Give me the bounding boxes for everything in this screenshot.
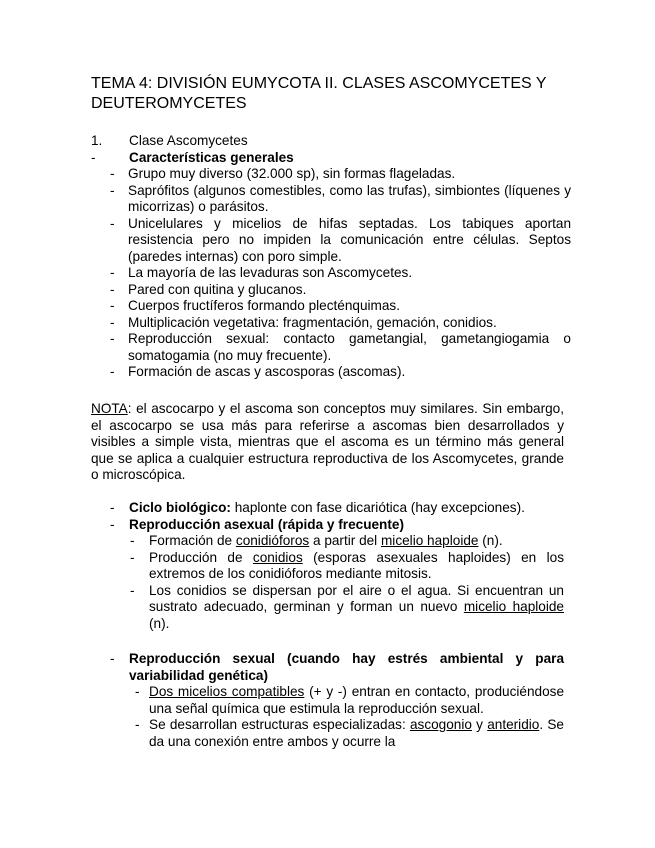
caracteristicas-list	[91, 166, 571, 381]
text-run: (esporas asexuales haploides) en los extremos de los conidióforos mediante mitosis.	[149, 549, 564, 581]
sexual-list	[110, 684, 564, 750]
subheading-row	[91, 150, 571, 167]
list-item: - Grupo muy diverso (32.000 sp), sin formas flageladas.	[91, 166, 571, 183]
text-run: . Se da una conexión entre ambos y ocurre la	[149, 717, 564, 749]
text-run: Los conidios se dispersan por el aire o el agua. Si encuentran un sustrato adecuado, germinan y forman un nuevo	[149, 582, 564, 614]
list-item	[110, 533, 564, 550]
text-run: a partir del	[309, 533, 381, 548]
list-item: - Formación de ascas y ascosporas (ascomas).	[91, 364, 571, 381]
text-run: y	[471, 717, 488, 732]
section-ascomycetes	[91, 133, 571, 381]
subheading-caracteristicas: Características generales	[129, 149, 294, 165]
sexual-heading: Reproducción sexual (cuando hay estrés ambiental y para variabilidad genética)	[129, 651, 564, 683]
list-item: - Multiplicación vegetativa: fragmentación, gemación, conidios.	[91, 315, 571, 332]
list-item: - Pared con quitina y glucanos.	[91, 282, 571, 299]
list-item	[110, 583, 564, 633]
section-number: 1.	[91, 133, 103, 148]
list-item: - Saprófitos (algunos comestibles, como las trufas), simbiontes (líquenes y micorrizas) o parásitos.	[91, 183, 571, 216]
list-item: - Unicelulares y micelios de hifas septadas. Los tabiques aportan resistencia pero no impiden la comunicación entre células. Septos (paredes internas) con poro simple.	[91, 216, 571, 266]
ciclo-text: haplonte con fase dicariótica (hay excepciones).	[230, 500, 525, 515]
note-paragraph	[91, 401, 564, 484]
item-marker: -	[110, 516, 115, 532]
item-marker: -	[110, 651, 115, 666]
section-heading-row	[91, 133, 571, 150]
text-run: (n).	[149, 615, 170, 631]
term-micelios-compatibles: Dos micelios compatibles	[149, 684, 305, 699]
list-item	[110, 684, 564, 717]
reproduccion-sexual-item	[110, 651, 564, 684]
ciclo-label: Ciclo biológico:	[129, 500, 231, 515]
list-item: - La mayoría de las levaduras son Ascomycetes.	[91, 265, 571, 282]
list-item: - Cuerpos fructíferos formando plecténquimas.	[91, 298, 571, 315]
section-heading: Clase Ascomycetes	[129, 133, 248, 148]
term-micelio-haploide: micelio haploide	[380, 533, 479, 548]
asexual-list	[110, 533, 564, 632]
text-run: Producción de	[149, 549, 253, 565]
text-run: (+ y -) entran en contacto, produciéndose una señal química que estimula la reproducción sexual.	[149, 684, 564, 716]
term-conidioforos: conidióforos	[235, 533, 310, 548]
asexual-heading: Reproducción asexual (rápida y frecuente)	[129, 516, 404, 532]
text-run: Se desarrollan estructuras especializadas:	[149, 717, 410, 732]
term-anteridio: anteridio	[487, 717, 540, 732]
note-text: : el ascocarpo y el ascoma son conceptos muy similares. Sin embargo, el ascocarpo se usa más para referirse a ascomas bien desarrollados y visibles a simple vista, mientras que el ascoma es un término más general que se aplica a cualquier estructura reproductiva de los Ascomycetes, grande o microscópica.	[91, 401, 564, 482]
text-run: (n).	[478, 533, 503, 548]
reproduccion-sexual-block	[110, 651, 564, 750]
term-conidios: conidios	[252, 549, 303, 565]
list-item: - Reproducción sexual: contacto gametangial, gametangiogamia o somatogamia (no muy frecuente).	[91, 331, 571, 364]
term-micelio-haploide: micelio haploide	[463, 599, 564, 614]
document-title: TEMA 4: DIVISIÓN EUMYCOTA II. CLASES ASCOMYCETES Y DEUTEROMYCETES	[91, 75, 547, 112]
ciclo-biologico-item	[110, 500, 564, 517]
ciclo-asexual-block	[110, 500, 564, 632]
reproduccion-asexual-item	[110, 517, 564, 534]
text-run: Formación de	[149, 533, 236, 548]
list-item	[110, 550, 564, 583]
item-marker: -	[110, 500, 115, 515]
term-ascogonio: ascogonio	[409, 717, 472, 732]
subheading-marker: -	[91, 149, 96, 165]
list-item	[110, 717, 564, 750]
note-label: NOTA	[91, 401, 128, 416]
